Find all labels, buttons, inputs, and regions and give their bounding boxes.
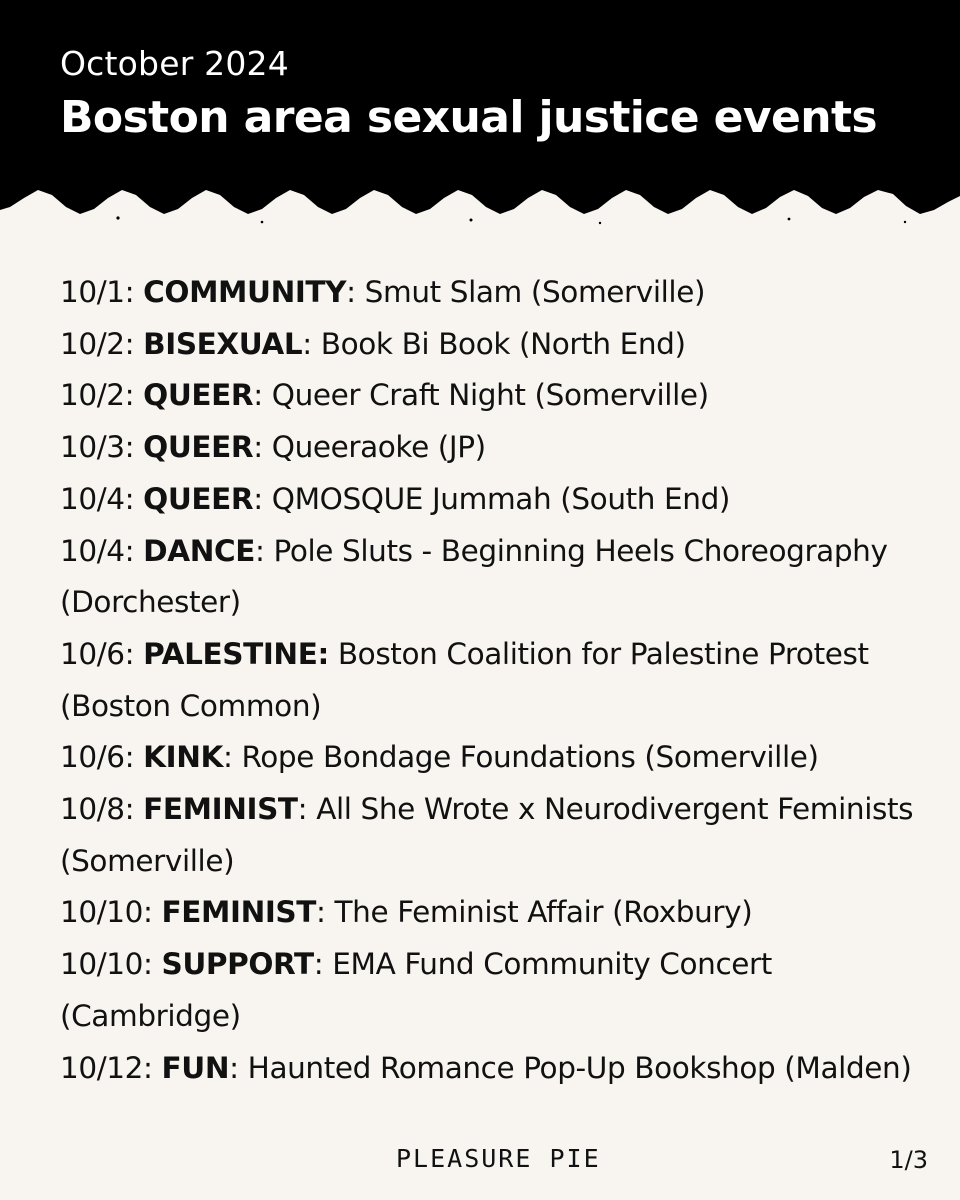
event-item [60,629,920,732]
event-category: FEMINIST [143,792,298,827]
event-text: Rope Bondage Foundations (Somerville) [241,740,819,775]
event-category: FEMINIST [161,895,317,930]
event-date: 10/6: [60,636,144,671]
brand-logo: PLEASURE PIE [396,1144,601,1173]
event-separator [329,637,338,671]
event-text: QMOSQUE Jummah (South End) [271,481,731,516]
event-item [60,422,920,474]
event-separator: : [253,481,272,516]
event-separator: : [302,326,321,361]
event-date: 10/12: [60,1050,162,1085]
page-number: 1/3 [889,1146,928,1174]
event-item [60,267,920,319]
event-date: 10/1: [60,275,144,309]
event-item [60,526,920,629]
event-item [60,1043,920,1095]
event-text: EMA Fund Community Concert (Cambridge) [60,947,772,1033]
event-separator: : [297,792,317,827]
event-category: DANCE [143,533,255,568]
event-separator: : [222,740,242,775]
event-category: SUPPORT [161,947,314,982]
event-text: Pole Sluts - Beginning Heels Choreography (Dorchester) [60,533,888,620]
event-separator: : [313,947,333,982]
subtitle: October 2024 [60,44,289,83]
event-date: 10/6: [60,740,144,775]
event-date: 10/10: [60,895,162,930]
event-category: FUN [161,1050,230,1085]
event-item [60,887,920,939]
event-item [60,939,920,1042]
event-list [60,267,920,1094]
event-text: Boston Coalition for Palestine Protest (Boston Common) [60,636,869,723]
event-date: 10/3: [60,430,144,465]
event-item [60,319,920,371]
event-text: Book Bi Book (North End) [320,326,686,361]
event-text: All She Wrote x Neurodivergent Feminists (Somerville) [60,792,914,878]
event-date: 10/10: [60,947,162,982]
event-separator: : [316,895,335,930]
event-item [60,784,920,887]
event-item [60,474,920,526]
event-date: 10/8: [60,792,144,827]
event-category: COMMUNITY [143,275,347,309]
event-date: 10/2: [60,326,144,361]
event-separator: : [229,1050,248,1085]
event-text: Smut Slam (Somerville) [364,275,706,309]
event-separator: : [253,378,272,413]
event-text: Queeraoke (JP) [271,430,486,465]
event-separator: : [346,275,365,309]
event-separator: : [254,533,274,568]
event-item [60,732,920,784]
event-category: QUEER [143,378,254,413]
event-text: Haunted Romance Pop-Up Bookshop (Malden) [247,1050,912,1085]
header-banner [0,0,960,240]
event-date: 10/4: [60,481,144,516]
page-title: Boston area sexual justice events [60,92,877,143]
event-category: QUEER [143,481,254,516]
event-text: Queer Craft Night (Somerville) [271,378,709,413]
event-date: 10/2: [60,378,144,413]
event-category: QUEER [143,430,254,465]
event-category: KINK [143,740,223,775]
event-item [60,370,920,422]
event-category: BISEXUAL [143,326,303,361]
event-category: PALESTINE: [143,636,329,671]
event-date: 10/4: [60,533,144,568]
event-text: The Feminist Affair (Roxbury) [334,895,753,930]
event-separator: : [253,430,272,465]
